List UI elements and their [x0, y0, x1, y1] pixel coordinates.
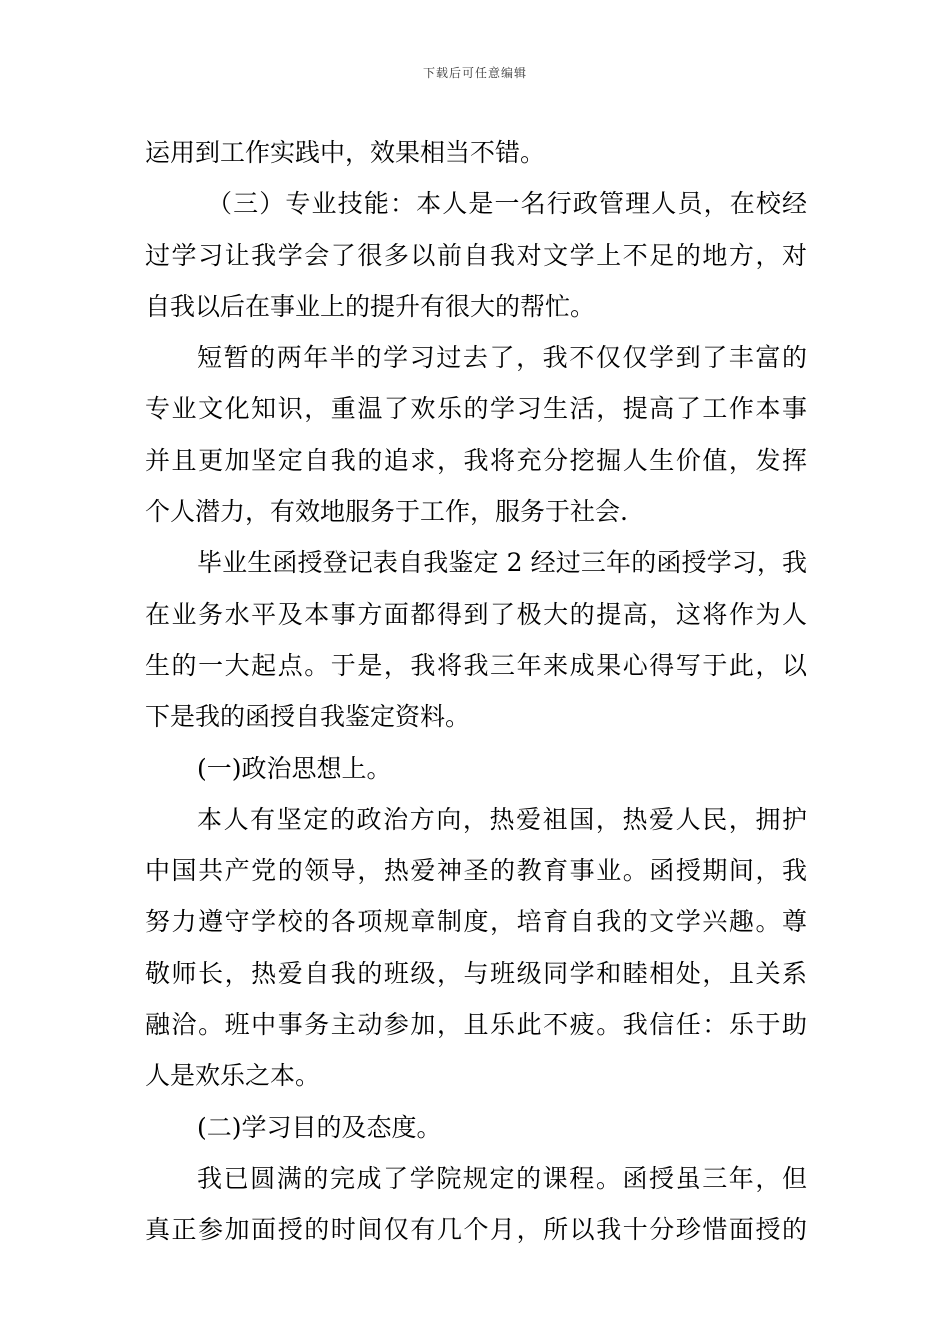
text-line: 努力遵守学校的各项规章制度，培育自我的文学兴趣。尊	[145, 907, 807, 937]
text-line: 自我以后在事业上的提升有很大的帮忙。	[145, 291, 596, 321]
text-line: 运用到工作实践中，效果相当不错。	[145, 138, 546, 167]
document-body	[145, 127, 807, 1256]
text-line: 下是我的函授自我鉴定资料。	[145, 702, 471, 732]
text-line: (一)政治思想上。	[197, 753, 392, 783]
text-line: 毕业生函授登记表自我鉴定 2 经过三年的函授学习，我	[197, 548, 807, 578]
text-line: 在业务水平及本事方面都得到了极大的提高，这将作为人	[145, 599, 807, 629]
text-line: 并且更加坚定自我的追求，我将充分挖掘人生价值，发挥	[145, 445, 807, 475]
text-line: 中国共产党的领导，热爱神圣的教育事业。函授期间，我	[145, 856, 807, 886]
text-line: 人是欢乐之本。	[145, 1061, 321, 1091]
text-line: 专业文化知识，重温了欢乐的学习生活，提高了工作本事	[145, 394, 807, 424]
text-line: 真正参加面授的时间仅有几个月，所以我十分珍惜面授的	[145, 1215, 807, 1245]
text-line: 生的一大起点。于是，我将我三年来成果心得写于此，以	[145, 650, 807, 680]
page-header: 下载后可任意编辑	[422, 66, 527, 80]
text-line: 敬师长，热爱自我的班级，与班级同学和睦相处，且关系	[145, 958, 807, 988]
text-line: （三）专业技能：本人是一名行政管理人员，在校经	[207, 189, 807, 219]
text-line: 过学习让我学会了很多以前自我对文学上不足的地方，对	[145, 240, 807, 270]
text-line: (二)学习目的及态度。	[197, 1112, 442, 1142]
text-line: 个人潜力，有效地服务于工作，服务于社会.	[145, 497, 628, 527]
text-line: 短暂的两年半的学习过去了，我不仅仅学到了丰富的	[197, 343, 807, 373]
text-line: 融洽。班中事务主动参加，且乐此不疲。我信任：乐于助	[145, 1010, 807, 1040]
text-line: 我已圆满的完成了学院规定的课程。函授虽三年，但	[197, 1163, 807, 1193]
text-line: 本人有坚定的政治方向，热爱祖国，热爱人民，拥护	[197, 804, 807, 834]
